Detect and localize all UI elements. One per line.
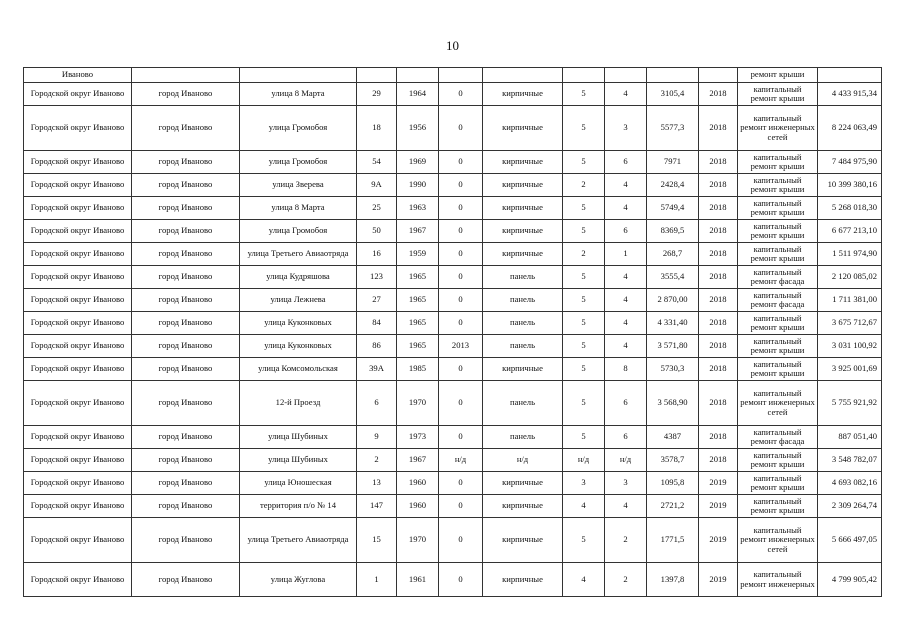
cell-entrances: 6 <box>605 151 647 174</box>
cell-wall-material: панель <box>483 289 563 312</box>
cell-work-type: капитальный ремонт фасада <box>738 289 818 312</box>
cell-entrances: н/д <box>605 449 647 472</box>
cell-area: 3578,7 <box>647 449 699 472</box>
cell-house-number: 39А <box>357 358 397 381</box>
cell-build-year: 1956 <box>397 106 439 151</box>
cell-plan-year: 2018 <box>699 426 738 449</box>
cell-plan-year: 2019 <box>699 518 738 563</box>
table-row <box>24 266 882 289</box>
cell-work-type: капитальный ремонт инженерных сетей <box>738 518 818 563</box>
cell-work-type: капитальный ремонт фасада <box>738 426 818 449</box>
cell-build-year: 1967 <box>397 449 439 472</box>
cell-entrances: 6 <box>605 220 647 243</box>
cell-reconstruction-year: 0 <box>439 220 483 243</box>
cell-reconstruction-year: 0 <box>439 83 483 106</box>
table-row <box>24 174 882 197</box>
cell-settlement: город Иваново <box>132 83 240 106</box>
cell-plan-year: 2018 <box>699 289 738 312</box>
cell-reconstruction-year: 0 <box>439 174 483 197</box>
cell-reconstruction-year: 0 <box>439 381 483 426</box>
cell-reconstruction-year: 0 <box>439 426 483 449</box>
cell-wall-material: н/д <box>483 449 563 472</box>
table-row <box>24 68 882 83</box>
cell-entrances: 2 <box>605 518 647 563</box>
cell-build-year: 1964 <box>397 83 439 106</box>
cell-build-year <box>397 68 439 83</box>
cell-street: улица Юношеская <box>240 472 357 495</box>
cell-cost: 3 925 001,69 <box>818 358 882 381</box>
table-row <box>24 335 882 358</box>
cell-house-number <box>357 68 397 83</box>
cell-settlement: город Иваново <box>132 106 240 151</box>
cell-reconstruction-year: 0 <box>439 358 483 381</box>
cell-area: 4 331,40 <box>647 312 699 335</box>
cell-entrances: 4 <box>605 289 647 312</box>
cell-house-number: 6 <box>357 381 397 426</box>
cell-municipality: Городской округ Иваново <box>24 335 132 358</box>
cell-cost: 1 511 974,90 <box>818 243 882 266</box>
cell-area: 3 568,90 <box>647 381 699 426</box>
cell-reconstruction-year <box>439 68 483 83</box>
cell-cost: 5 268 018,30 <box>818 197 882 220</box>
cell-floors: 5 <box>563 426 605 449</box>
cell-reconstruction-year: 0 <box>439 151 483 174</box>
cell-settlement: город Иваново <box>132 449 240 472</box>
cell-street: улица Комсомольская <box>240 358 357 381</box>
cell-work-type: капитальный ремонт крыши <box>738 174 818 197</box>
cell-plan-year: 2019 <box>699 563 738 597</box>
cell-municipality: Городской округ Иваново <box>24 266 132 289</box>
cell-area: 3555,4 <box>647 266 699 289</box>
cell-build-year: 1965 <box>397 266 439 289</box>
cell-work-type: капитальный ремонт инженерных сетей <box>738 106 818 151</box>
cell-reconstruction-year: 0 <box>439 289 483 312</box>
cell-plan-year: 2018 <box>699 335 738 358</box>
cell-cost: 4 799 905,42 <box>818 563 882 597</box>
cell-area: 5577,3 <box>647 106 699 151</box>
table-row <box>24 472 882 495</box>
cell-wall-material: кирпичные <box>483 197 563 220</box>
table-row <box>24 106 882 151</box>
table-row <box>24 243 882 266</box>
cell-work-type: капитальный ремонт крыши <box>738 220 818 243</box>
cell-reconstruction-year: 2013 <box>439 335 483 358</box>
cell-entrances: 4 <box>605 312 647 335</box>
cell-house-number: 16 <box>357 243 397 266</box>
cell-street: улица Жуглова <box>240 563 357 597</box>
cell-work-type: капитальный ремонт крыши <box>738 472 818 495</box>
table-row <box>24 381 882 426</box>
cell-house-number: 13 <box>357 472 397 495</box>
cell-municipality: Городской округ Иваново <box>24 426 132 449</box>
cell-plan-year: 2018 <box>699 151 738 174</box>
cell-entrances: 4 <box>605 495 647 518</box>
cell-wall-material: кирпичные <box>483 243 563 266</box>
cell-floors: 3 <box>563 472 605 495</box>
table-row <box>24 220 882 243</box>
cell-cost: 3 548 782,07 <box>818 449 882 472</box>
cell-house-number: 25 <box>357 197 397 220</box>
cell-area: 7971 <box>647 151 699 174</box>
cell-wall-material: кирпичные <box>483 106 563 151</box>
cell-street: улица Громобоя <box>240 151 357 174</box>
cell-cost: 6 677 213,10 <box>818 220 882 243</box>
cell-municipality: Городской округ Иваново <box>24 312 132 335</box>
cell-settlement: город Иваново <box>132 312 240 335</box>
cell-entrances: 3 <box>605 472 647 495</box>
cell-entrances: 8 <box>605 358 647 381</box>
cell-street: улица Громобоя <box>240 106 357 151</box>
cell-house-number: 86 <box>357 335 397 358</box>
cell-cost <box>818 68 882 83</box>
cell-municipality: Иваново <box>24 68 132 83</box>
cell-house-number: 9А <box>357 174 397 197</box>
cell-area: 5730,3 <box>647 358 699 381</box>
cell-work-type: капитальный ремонт крыши <box>738 358 818 381</box>
cell-municipality: Городской округ Иваново <box>24 358 132 381</box>
cell-build-year: 1973 <box>397 426 439 449</box>
cell-build-year: 1965 <box>397 289 439 312</box>
cell-floors: 5 <box>563 358 605 381</box>
cell-house-number: 1 <box>357 563 397 597</box>
cell-reconstruction-year: 0 <box>439 312 483 335</box>
cell-build-year: 1969 <box>397 151 439 174</box>
cell-settlement: город Иваново <box>132 174 240 197</box>
cell-build-year: 1985 <box>397 358 439 381</box>
cell-settlement: город Иваново <box>132 381 240 426</box>
cell-cost: 2 309 264,74 <box>818 495 882 518</box>
cell-plan-year: 2018 <box>699 83 738 106</box>
cell-work-type: капитальный ремонт крыши <box>738 243 818 266</box>
cell-cost: 8 224 063,49 <box>818 106 882 151</box>
cell-area: 4387 <box>647 426 699 449</box>
cell-street: 12-й Проезд <box>240 381 357 426</box>
cell-build-year: 1961 <box>397 563 439 597</box>
cell-settlement: город Иваново <box>132 335 240 358</box>
cell-entrances: 4 <box>605 197 647 220</box>
cell-work-type: ремонт крыши <box>738 68 818 83</box>
cell-area: 2 870,00 <box>647 289 699 312</box>
cell-plan-year: 2018 <box>699 243 738 266</box>
cell-build-year: 1963 <box>397 197 439 220</box>
cell-plan-year: 2018 <box>699 381 738 426</box>
cell-floors: 5 <box>563 381 605 426</box>
cell-settlement: город Иваново <box>132 151 240 174</box>
cell-house-number: 9 <box>357 426 397 449</box>
cell-plan-year: 2018 <box>699 312 738 335</box>
cell-area: 2428,4 <box>647 174 699 197</box>
cell-wall-material: панель <box>483 381 563 426</box>
cell-entrances: 4 <box>605 266 647 289</box>
cell-work-type: капитальный ремонт крыши <box>738 312 818 335</box>
cell-street: улица Зверева <box>240 174 357 197</box>
cell-floors <box>563 68 605 83</box>
cell-reconstruction-year: 0 <box>439 106 483 151</box>
cell-municipality: Городской округ Иваново <box>24 83 132 106</box>
cell-work-type: капитальный ремонт фасада <box>738 266 818 289</box>
cell-house-number: 2 <box>357 449 397 472</box>
cell-floors: 4 <box>563 563 605 597</box>
cell-street: улица Куконковых <box>240 335 357 358</box>
cell-house-number: 18 <box>357 106 397 151</box>
cell-area: 3105,4 <box>647 83 699 106</box>
cell-plan-year: 2018 <box>699 197 738 220</box>
page-number: 10 <box>446 38 459 53</box>
cell-settlement: город Иваново <box>132 472 240 495</box>
cell-floors: 5 <box>563 220 605 243</box>
cell-area <box>647 68 699 83</box>
cell-wall-material: панель <box>483 335 563 358</box>
cell-entrances <box>605 68 647 83</box>
table-row <box>24 289 882 312</box>
cell-municipality: Городской округ Иваново <box>24 495 132 518</box>
cell-plan-year: 2019 <box>699 495 738 518</box>
cell-wall-material <box>483 68 563 83</box>
table-row <box>24 563 882 597</box>
cell-house-number: 54 <box>357 151 397 174</box>
cell-cost: 2 120 085,02 <box>818 266 882 289</box>
cell-work-type: капитальный ремонт крыши <box>738 197 818 220</box>
table-row <box>24 312 882 335</box>
cell-reconstruction-year: 0 <box>439 563 483 597</box>
cell-reconstruction-year: 0 <box>439 495 483 518</box>
cell-house-number: 29 <box>357 83 397 106</box>
cell-plan-year: 2018 <box>699 220 738 243</box>
cell-cost: 887 051,40 <box>818 426 882 449</box>
cell-cost: 3 675 712,67 <box>818 312 882 335</box>
cell-settlement: город Иваново <box>132 243 240 266</box>
cell-street: улица Лежнева <box>240 289 357 312</box>
cell-cost: 3 031 100,92 <box>818 335 882 358</box>
cell-floors: 5 <box>563 289 605 312</box>
cell-plan-year: 2018 <box>699 449 738 472</box>
cell-wall-material: кирпичные <box>483 518 563 563</box>
cell-wall-material: кирпичные <box>483 563 563 597</box>
cell-floors: 2 <box>563 174 605 197</box>
cell-floors: 5 <box>563 518 605 563</box>
cell-entrances: 4 <box>605 335 647 358</box>
cell-wall-material: кирпичные <box>483 495 563 518</box>
table-row <box>24 449 882 472</box>
cell-cost: 5 755 921,92 <box>818 381 882 426</box>
cell-wall-material: кирпичные <box>483 472 563 495</box>
table-row <box>24 83 882 106</box>
cell-reconstruction-year: н/д <box>439 449 483 472</box>
cell-cost: 4 433 915,34 <box>818 83 882 106</box>
table-row <box>24 426 882 449</box>
cell-settlement: город Иваново <box>132 197 240 220</box>
cell-area: 2721,2 <box>647 495 699 518</box>
cell-cost: 10 399 380,16 <box>818 174 882 197</box>
cell-build-year: 1970 <box>397 518 439 563</box>
cell-settlement: город Иваново <box>132 426 240 449</box>
cell-settlement <box>132 68 240 83</box>
cell-municipality: Городской округ Иваново <box>24 518 132 563</box>
cell-area: 268,7 <box>647 243 699 266</box>
cell-wall-material: кирпичные <box>483 83 563 106</box>
cell-municipality: Городской округ Иваново <box>24 151 132 174</box>
cell-floors: 5 <box>563 83 605 106</box>
cell-municipality: Городской округ Иваново <box>24 289 132 312</box>
cell-settlement: город Иваново <box>132 220 240 243</box>
cell-area: 8369,5 <box>647 220 699 243</box>
table-row <box>24 495 882 518</box>
cell-municipality: Городской округ Иваново <box>24 106 132 151</box>
table-row <box>24 358 882 381</box>
cell-entrances: 2 <box>605 563 647 597</box>
cell-reconstruction-year: 0 <box>439 243 483 266</box>
cell-floors: 5 <box>563 312 605 335</box>
cell-settlement: город Иваново <box>132 289 240 312</box>
cell-settlement: город Иваново <box>132 495 240 518</box>
cell-work-type: капитальный ремонт инженерных сетей <box>738 381 818 426</box>
cell-settlement: город Иваново <box>132 563 240 597</box>
cell-floors: 5 <box>563 335 605 358</box>
cell-house-number: 27 <box>357 289 397 312</box>
table-body <box>24 68 882 597</box>
cell-work-type: капитальный ремонт крыши <box>738 449 818 472</box>
cell-street <box>240 68 357 83</box>
cell-reconstruction-year: 0 <box>439 472 483 495</box>
cell-floors: 5 <box>563 197 605 220</box>
table-row <box>24 518 882 563</box>
cell-area: 1397,8 <box>647 563 699 597</box>
cell-floors: н/д <box>563 449 605 472</box>
cell-floors: 5 <box>563 266 605 289</box>
cell-cost: 4 693 082,16 <box>818 472 882 495</box>
cell-reconstruction-year: 0 <box>439 518 483 563</box>
cell-plan-year: 2018 <box>699 174 738 197</box>
cell-work-type: капитальный ремонт инженерных <box>738 563 818 597</box>
cell-wall-material: кирпичные <box>483 220 563 243</box>
cell-municipality: Городской округ Иваново <box>24 220 132 243</box>
cell-house-number: 84 <box>357 312 397 335</box>
cell-street: улица Шубиных <box>240 449 357 472</box>
cell-build-year: 1990 <box>397 174 439 197</box>
cell-municipality: Городской округ Иваново <box>24 563 132 597</box>
cell-build-year: 1970 <box>397 381 439 426</box>
cell-floors: 4 <box>563 495 605 518</box>
cell-settlement: город Иваново <box>132 518 240 563</box>
cell-entrances: 4 <box>605 174 647 197</box>
cell-municipality: Городской округ Иваново <box>24 243 132 266</box>
cell-street: улица Громобоя <box>240 220 357 243</box>
cell-floors: 2 <box>563 243 605 266</box>
cell-entrances: 6 <box>605 381 647 426</box>
cell-floors: 5 <box>563 106 605 151</box>
cell-street: улица Третьего Авиаотряда <box>240 243 357 266</box>
cell-plan-year: 2018 <box>699 106 738 151</box>
cell-house-number: 50 <box>357 220 397 243</box>
cell-street: улица 8 Марта <box>240 83 357 106</box>
cell-settlement: город Иваново <box>132 266 240 289</box>
cell-cost: 1 711 381,00 <box>818 289 882 312</box>
cell-wall-material: кирпичные <box>483 358 563 381</box>
cell-area: 3 571,80 <box>647 335 699 358</box>
cell-work-type: капитальный ремонт крыши <box>738 335 818 358</box>
cell-wall-material: кирпичные <box>483 151 563 174</box>
table-row <box>24 197 882 220</box>
cell-work-type: капитальный ремонт крыши <box>738 83 818 106</box>
cell-house-number: 147 <box>357 495 397 518</box>
cell-settlement: город Иваново <box>132 358 240 381</box>
cell-municipality: Городской округ Иваново <box>24 381 132 426</box>
cell-plan-year: 2018 <box>699 266 738 289</box>
cell-wall-material: панель <box>483 266 563 289</box>
cell-floors: 5 <box>563 151 605 174</box>
cell-house-number: 15 <box>357 518 397 563</box>
cell-area: 5749,4 <box>647 197 699 220</box>
cell-wall-material: панель <box>483 426 563 449</box>
cell-street: улица Шубиных <box>240 426 357 449</box>
cell-build-year: 1965 <box>397 335 439 358</box>
cell-cost: 5 666 497,05 <box>818 518 882 563</box>
cell-house-number: 123 <box>357 266 397 289</box>
cell-street: улица 8 Марта <box>240 197 357 220</box>
cell-plan-year: 2019 <box>699 472 738 495</box>
cell-build-year: 1960 <box>397 472 439 495</box>
cell-wall-material: панель <box>483 312 563 335</box>
cell-municipality: Городской округ Иваново <box>24 174 132 197</box>
cell-entrances: 1 <box>605 243 647 266</box>
table-row <box>24 151 882 174</box>
cell-build-year: 1960 <box>397 495 439 518</box>
cell-area: 1095,8 <box>647 472 699 495</box>
cell-street: улица Кудряшова <box>240 266 357 289</box>
cell-build-year: 1967 <box>397 220 439 243</box>
cell-cost: 7 484 975,90 <box>818 151 882 174</box>
cell-build-year: 1959 <box>397 243 439 266</box>
cell-reconstruction-year: 0 <box>439 197 483 220</box>
cell-street: территория п/о № 14 <box>240 495 357 518</box>
cell-build-year: 1965 <box>397 312 439 335</box>
cell-plan-year: 2018 <box>699 358 738 381</box>
cell-street: улица Куконковых <box>240 312 357 335</box>
cell-street: улица Третьего Авиаотряда <box>240 518 357 563</box>
cell-area: 1771,5 <box>647 518 699 563</box>
cell-entrances: 4 <box>605 83 647 106</box>
cell-wall-material: кирпичные <box>483 174 563 197</box>
cell-entrances: 3 <box>605 106 647 151</box>
data-table <box>23 67 882 597</box>
cell-municipality: Городской округ Иваново <box>24 449 132 472</box>
cell-work-type: капитальный ремонт крыши <box>738 495 818 518</box>
cell-plan-year <box>699 68 738 83</box>
cell-work-type: капитальный ремонт крыши <box>738 151 818 174</box>
cell-municipality: Городской округ Иваново <box>24 472 132 495</box>
cell-reconstruction-year: 0 <box>439 266 483 289</box>
cell-municipality: Городской округ Иваново <box>24 197 132 220</box>
cell-entrances: 6 <box>605 426 647 449</box>
